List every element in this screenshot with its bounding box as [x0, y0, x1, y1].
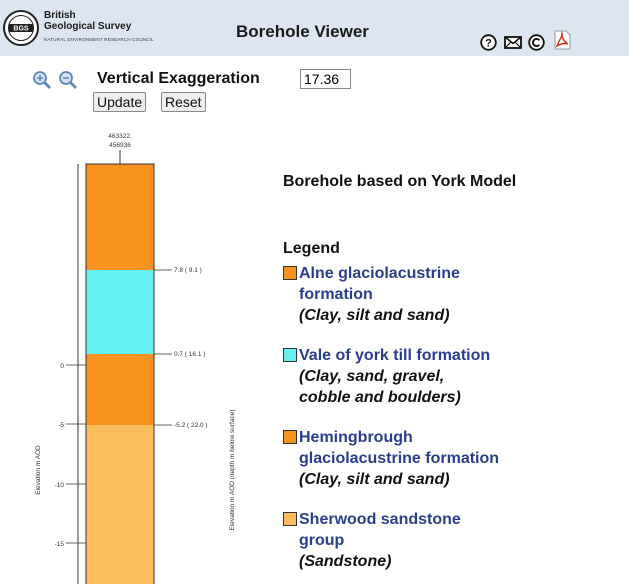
copyright-icon[interactable]	[528, 34, 545, 51]
page-title: Borehole Viewer	[236, 22, 369, 41]
org-name-line1: British	[44, 10, 76, 21]
coordinate-line2: 456936	[109, 142, 131, 149]
layer-hemingbrough-glaciolacustrine	[86, 354, 154, 425]
svg-text:?: ?	[485, 37, 492, 50]
legend-item-link[interactable]: Hemingbrough	[299, 429, 413, 446]
borehole-log	[0, 0, 280, 584]
vertical-exaggeration-label: Vertical Exaggeration	[97, 70, 260, 87]
logo-text: BGS	[13, 25, 29, 33]
legend-item-link[interactable]: glaciolacustrine formation	[299, 450, 500, 467]
legend-item-description: (Clay, sand, gravel,	[299, 368, 445, 385]
legend-swatch	[283, 430, 297, 444]
boundary-label: -5.2 ( 22.0 )	[174, 422, 208, 429]
legend-item-link[interactable]: formation	[299, 286, 373, 303]
boundary-label: 7.8 ( 9.1 )	[174, 267, 202, 274]
axis-tick-label: -10	[54, 482, 64, 489]
coordinate-line1: 463322,	[108, 133, 132, 140]
pdf-icon[interactable]	[554, 30, 571, 50]
model-title: Borehole based on York Model	[283, 173, 517, 190]
layer-sherwood-sandstone	[86, 425, 154, 584]
help-icon[interactable]	[480, 34, 497, 51]
layer-alne-glaciolacustrine	[86, 164, 154, 270]
boundary-label: 0.7 ( 16.1 )	[174, 351, 206, 358]
legend-swatch	[283, 348, 297, 362]
legend-item-description: cobble and boulders)	[299, 389, 461, 406]
update-button[interactable]: Update	[93, 92, 146, 112]
vertical-exaggeration-input[interactable]	[300, 69, 351, 89]
axis-tick-label: 0	[60, 363, 64, 370]
axis-tick-label: -15	[54, 541, 64, 548]
org-name-line2: Geological Survey	[44, 21, 132, 32]
legend-heading: Legend	[283, 240, 340, 257]
legend-swatch	[283, 266, 297, 280]
org-subtitle: NATURAL ENVIRONMENT RESEARCH COUNCIL	[44, 37, 154, 42]
legend-item-link[interactable]: Vale of york till formation	[299, 347, 491, 364]
elevation-axis-label: Elevation m AOD	[35, 445, 42, 495]
reset-button[interactable]: Reset	[161, 92, 206, 112]
depth-axis-label: Elevation m AOD (depth m below surface)	[229, 409, 236, 531]
legend-item-description: (Clay, silt and sand)	[299, 471, 450, 488]
legend-item-link[interactable]: group	[299, 532, 345, 549]
legend-swatch	[283, 512, 297, 526]
axis-tick-label: -5	[58, 422, 64, 429]
legend-item-description: (Sandstone)	[299, 553, 392, 570]
legend-item-link[interactable]: Alne glaciolacustrine	[299, 265, 460, 282]
layer-vale-of-york-till	[86, 270, 154, 354]
email-icon[interactable]	[504, 36, 522, 49]
legend-item-description: (Clay, silt and sand)	[299, 307, 450, 324]
legend-item-link[interactable]: Sherwood sandstone	[299, 511, 461, 528]
